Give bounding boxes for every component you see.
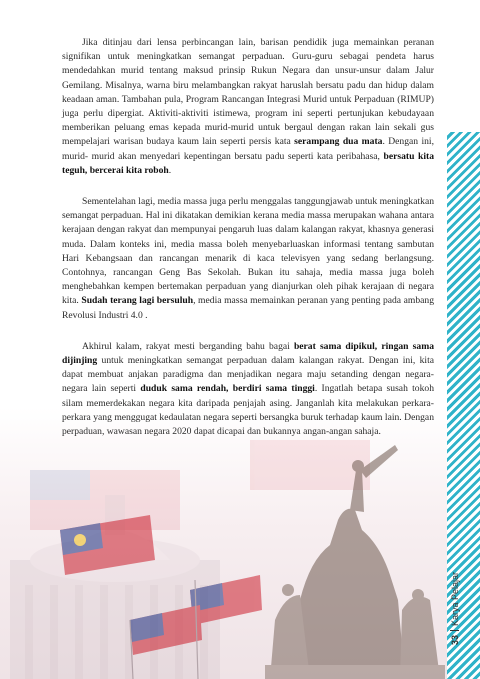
page-number: 33 [450,634,460,645]
bold-phrase: Sudah terang lagi bersuluh [81,295,194,307]
text-segment: Jika ditinjau dari lensa perbincangan lain, barisan pendidik juga memainkan peranan signifikan untuk meningkatkan semangat perpaduan. Guru-guru sebagai pendeta harus mendedahkan murid tentang maksud prinsip Rukun Negara dan unsur-unsur dalam Jalur Gemilang. Misalnya, warna biru melambangkan rakyat haruslah bersatu padu dan hidup dalam keadaan aman. Tambahan pula, Program Rancangan Integrasi Murid untuk Perpaduan (RIMUP) juga perlu dipergiat. Aktiviti-aktiviti istimewa, program ini seperti pertunjukan kebudayaan memberikan peluang emas kepada murid-murid untuk bergaul dengan rakan lain sekali gus mempelajari warisan budaya kaum lain seperti persis kata [62,37,434,148]
text-segment: , media massa memainkan peranan yang penting pada ambang Revolusi Industri 4.0 . [62,295,434,321]
text-segment: Sementelahan lagi, media massa juga perlu menggalas tanggungjawab untuk meningkatkan semangat perpaduan. Hal ini dikatakan demikian kerana media massa merupakan wahana antara kerajaan dengan rakyat dan mempunyai pengaruh luas dalam kalangan rakyat, khasnya generasi muda. Dalam konteks ini, media massa boleh menyebarluaskan informasi tentang sambutan Hari Kebangsaan dan rancangan menarik di kaca televisyen yang sedang berlangsung. Contohnya, rancangan Geng Bas Sekolah. Bukan itu sahaja, media massa juga boleh menghebahkan kempen bertemakan perpaduan yang dianjurkan oleh pihak kerajaan di negara kita. [62,196,434,307]
publication-name: Karya Pelajar [450,571,460,626]
text-segment: Akhirul kalam, rakyat mesti berganding bahu bagai [82,340,294,352]
bold-phrase: duduk sama rendah, berdiri sama tinggi [140,383,315,395]
text-segment: untuk meningkatkan semangat perpaduan dalam kalangan rakyat. Dengan ini, kita dapat membuat anjakan paradigma dan menjadikan negara maju setanding dengan negara-negara lain seperti [62,355,434,395]
text-segment: . Dengan ini, murid- murid akan menyedari kepentingan bersatu padu seperti kata peribahasa, [62,136,434,162]
text-segment: . Ingatlah betapa susah tokoh silam memerdekakan negara kita daripada penjajah asing. Janganlah kita melakukan perkara-perkara yang menggugat kedaulatan negara seperti bersangka buruk terhadap kaum lain. Dengan perpaduan, wawasan negara 2020 dapat dicapai dan bukannya angan-angan sahaja. [62,383,434,438]
footer-divider [450,630,459,631]
paragraph-1 [62,36,434,178]
paragraph-3 [62,340,434,439]
paragraph-2 [62,195,434,323]
article-body [62,36,434,456]
stripe-band-top-blank [447,0,480,132]
bold-phrase: serampang dua mata [294,136,383,148]
bold-phrase: berat sama dipikul, ringan sama dijinjing [62,340,434,367]
page-footer [450,535,462,645]
text-segment: . [168,164,172,176]
footer-rotated [450,572,460,645]
bold-phrase: bersatu kita teguh, bercerai kita roboh [62,150,434,176]
